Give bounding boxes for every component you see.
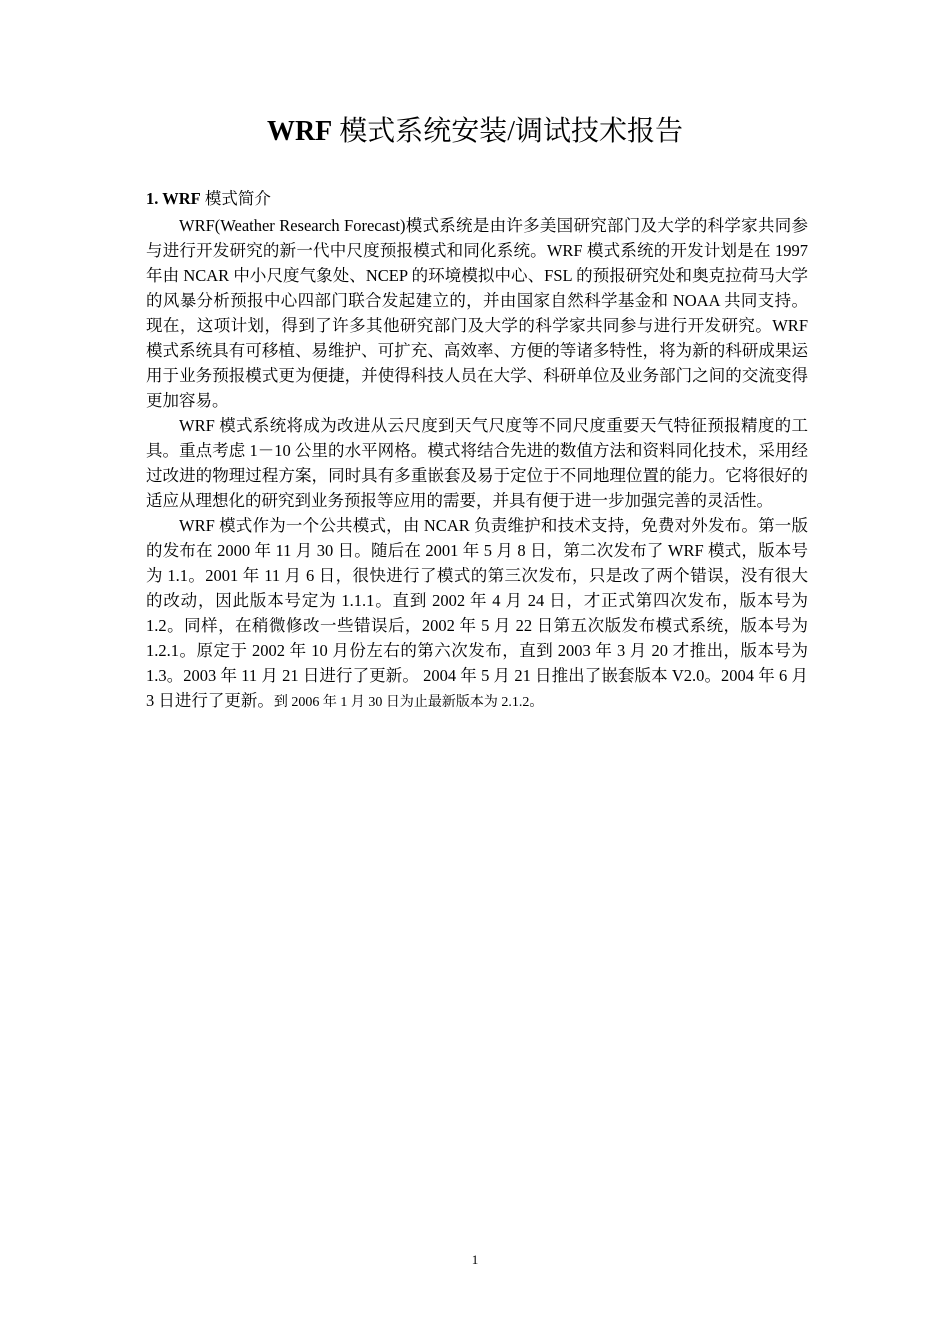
document-title-rest: 模式系统安装/调试技术报告 — [332, 116, 684, 147]
paragraph-releases-latest: 到 2006 年 1 月 30 日为止最新版本为 2.1.2。 — [273, 695, 544, 710]
document-body — [146, 186, 808, 715]
section-heading — [146, 186, 808, 211]
section-number: 1. WRF — [146, 189, 201, 208]
paragraph-releases — [146, 513, 808, 715]
paragraph-intro: WRF(Weather Research Forecast)模式系统是由许多美国研究部门及大学的科学家共同参与进行开发研究的新一代中尺度预报模式和同化系统。WRF 模式系统的开发计划是在 1997 年由 NCAR 中小尺度气象处、NCEP 的环境模拟中心、FSL 的预报研究处和奥克拉荷马大学的风暴分析预报中心四部门联合发起建立的，并由国家自然科学基金和 NOAA 共同支持。现在，这项计划，得到了许多其他研究部门及大学的科学家共同参与进行开发研究。WRF 模式系统具有可移植、易维护、可扩充、高效率、方便的等诸多特性，将为新的科研成果运用于业务预报模式更为便捷，并使得科技人员在大学、科研单位及业务部门之间的交流变得更加容易。 — [146, 216, 808, 410]
section-heading-text: 模式简介 — [200, 189, 271, 208]
page-number: 1 — [471, 1252, 479, 1267]
paragraph-goals: WRF 模式系统将成为改进从云尺度到天气尺度等不同尺度重要天气特征预报精度的工具。重点考虑 1－10 公里的水平网格。模式将结合先进的数值方法和资料同化技术，采用经过改进的物理过程方案，同时具有多重嵌套及易于定位于不同地理位置的能力。它将很好的适应从理想化的研究到业务预报等应用的需要，并具有便于进一步加强完善的灵活性。 — [146, 416, 808, 510]
document-title — [0, 112, 950, 152]
document-title-latin: WRF — [266, 116, 333, 147]
paragraph-releases-text: WRF 模式作为一个公共模式，由 NCAR 负责维护和技术支持，免费对外发布。第一版的发布在 2000 年 11 月 30 日。随后在 2001 年 5 月 8 日，第二次发布了 WRF 模式，版本号为 1.1。2001 年 11 月 6 日，很快进行了模式的第三次发布，只是改了两个错误，没有很大的改动，因此版本号定为 1.1.1。直到 2002 年 4 月 24 日，才正式第四次发布，版本号为 1.2。同样，在稍微修改一些错误后，2002 年 5 月 22 日第五次版发布模式系统，版本号为 1.2.1。原定于 2002 年 10 月份左右的第六次发布，直到 2003 年 3 月 20 才推出，版本号为 1.3。2003 年 11 月 21 日进行了更新。 2004 年 5 月 21 日推出了嵌套版本 V2.0。2004 年 6 月 3 日进行了更新。 — [146, 516, 808, 710]
